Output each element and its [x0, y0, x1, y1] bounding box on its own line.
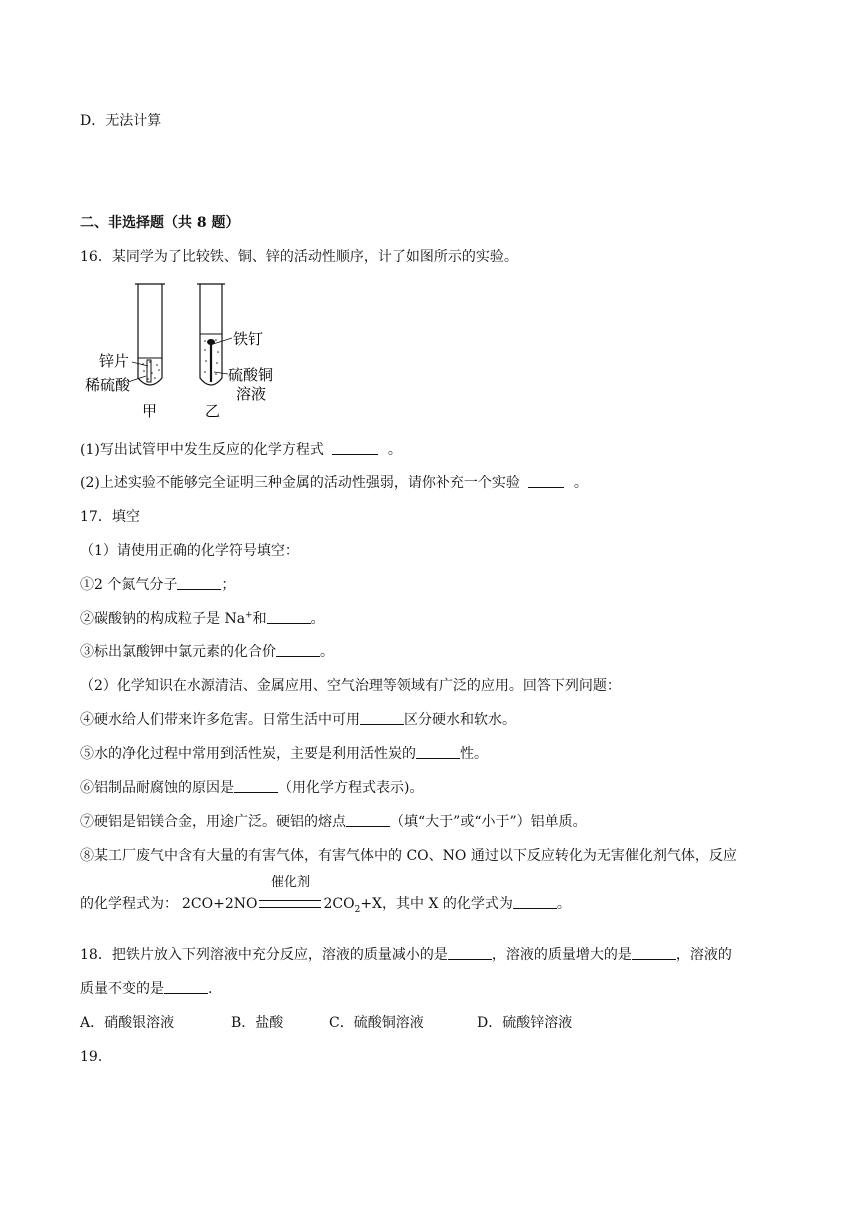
q18-options [80, 1013, 572, 1033]
answer-blank[interactable] [164, 979, 208, 994]
q17-item8-line1: ⑧某工厂废气中含有大量的有害气体，有害气体中的 CO、NO 通过以下反应转化为无害催化剂气体，反应 [80, 848, 737, 864]
q17-item5: ⑤水的净化过程中常用到活性炭，主要是利用活性炭的 性。 [80, 746, 488, 762]
label-cuso4-line2: 溶液 [236, 385, 267, 403]
test-tube-jia [135, 284, 165, 385]
label-acid: 稀硫酸 [85, 376, 131, 394]
answer-blank[interactable] [177, 575, 221, 590]
answer-blank[interactable] [276, 642, 320, 657]
q18-line2: 质量不变的是 . [80, 981, 213, 997]
q17-item2: ②碳酸钠的构成粒子是 Na+和 。 [80, 610, 325, 627]
section-title: 二、非选择题（共 8 题） [80, 215, 240, 231]
q16-part2: (2)上述实验不能够完全证明三种金属的活动性强弱，请你补充一个实验 。 [80, 475, 588, 491]
q17-item6: ⑥铝制品耐腐蚀的原因是 （用化学方程式表示)。 [80, 780, 424, 796]
q17-item3: ③标出氯酸钾中氯元素的化合价 。 [80, 644, 334, 660]
catalyst-label: 催化剂 [270, 875, 310, 890]
q18-line1: 18．把铁片放入下列溶液中充分反应，溶液的质量减小的是 ，溶液的质量增大的是 ，溶液的 [80, 947, 732, 963]
option-d-text: D．无法计算 [80, 113, 162, 129]
answer-blank[interactable] [234, 778, 278, 793]
q17-item4: ④硬水给人们带来许多危害。日常生活中可用 区分硬水和软水。 [80, 712, 516, 728]
label-yi: 乙 [205, 402, 221, 420]
q17-title: 17．填空 [80, 509, 140, 525]
test-tube-figure [80, 278, 290, 426]
q17-part1: （1）请使用正确的化学符号填空： [80, 543, 299, 559]
iron-nail [207, 339, 215, 382]
answer-blank[interactable] [513, 894, 557, 909]
label-cuso4-line1: 硫酸铜 [228, 366, 274, 384]
q19-number: 19. [80, 1049, 103, 1065]
equation-arrow [257, 875, 323, 914]
answer-blank[interactable] [528, 473, 564, 488]
q18-option-b[interactable]: B．盐酸 [231, 1015, 284, 1031]
q18-option-c[interactable]: C．硫酸铜溶液 [329, 1015, 424, 1031]
q17-item1: ①2 个氮气分子 ； [80, 577, 236, 593]
answer-blank[interactable] [632, 945, 676, 960]
answer-blank[interactable] [267, 609, 311, 624]
q18-option-a[interactable]: A．硝酸银溶液 [80, 1015, 175, 1031]
answer-blank[interactable] [448, 945, 492, 960]
q16-stem: 16．某同学为了比较铁、铜、锌的活动性顺序，计了如图所示的实验。 [80, 249, 518, 265]
answer-blank[interactable] [332, 440, 378, 455]
label-zinc: 锌片 [99, 352, 130, 370]
label-nail: 铁钉 [233, 330, 264, 348]
q17-item8-equation-line: 的化学程式为： 2CO+2NO 催化剂 $2CO_2+X$，其中 X 的化学式为 。 [80, 875, 571, 915]
q16-part1: (1)写出试管甲中发生反应的化学方程式 。 [80, 442, 402, 458]
q18-option-d[interactable]: D．硫酸锌溶液 [477, 1015, 573, 1031]
answer-blank[interactable] [416, 744, 460, 759]
equation-right: $2CO_2+X$ [323, 896, 383, 915]
label-jia: 甲 [142, 402, 158, 420]
answer-blank[interactable] [346, 812, 390, 827]
answer-blank[interactable] [360, 710, 404, 725]
q17-part2: （2）化学知识在水源清洁、金属应用、空气治理等领域有广泛的应用。回答下列问题： [80, 678, 621, 694]
equation-left: 2CO+2NO [182, 896, 258, 912]
q17-item7: ⑦硬铝是铝镁合金，用途广泛。硬铝的熔点 （填“大于”或“小于”）铝单质。 [80, 814, 587, 830]
